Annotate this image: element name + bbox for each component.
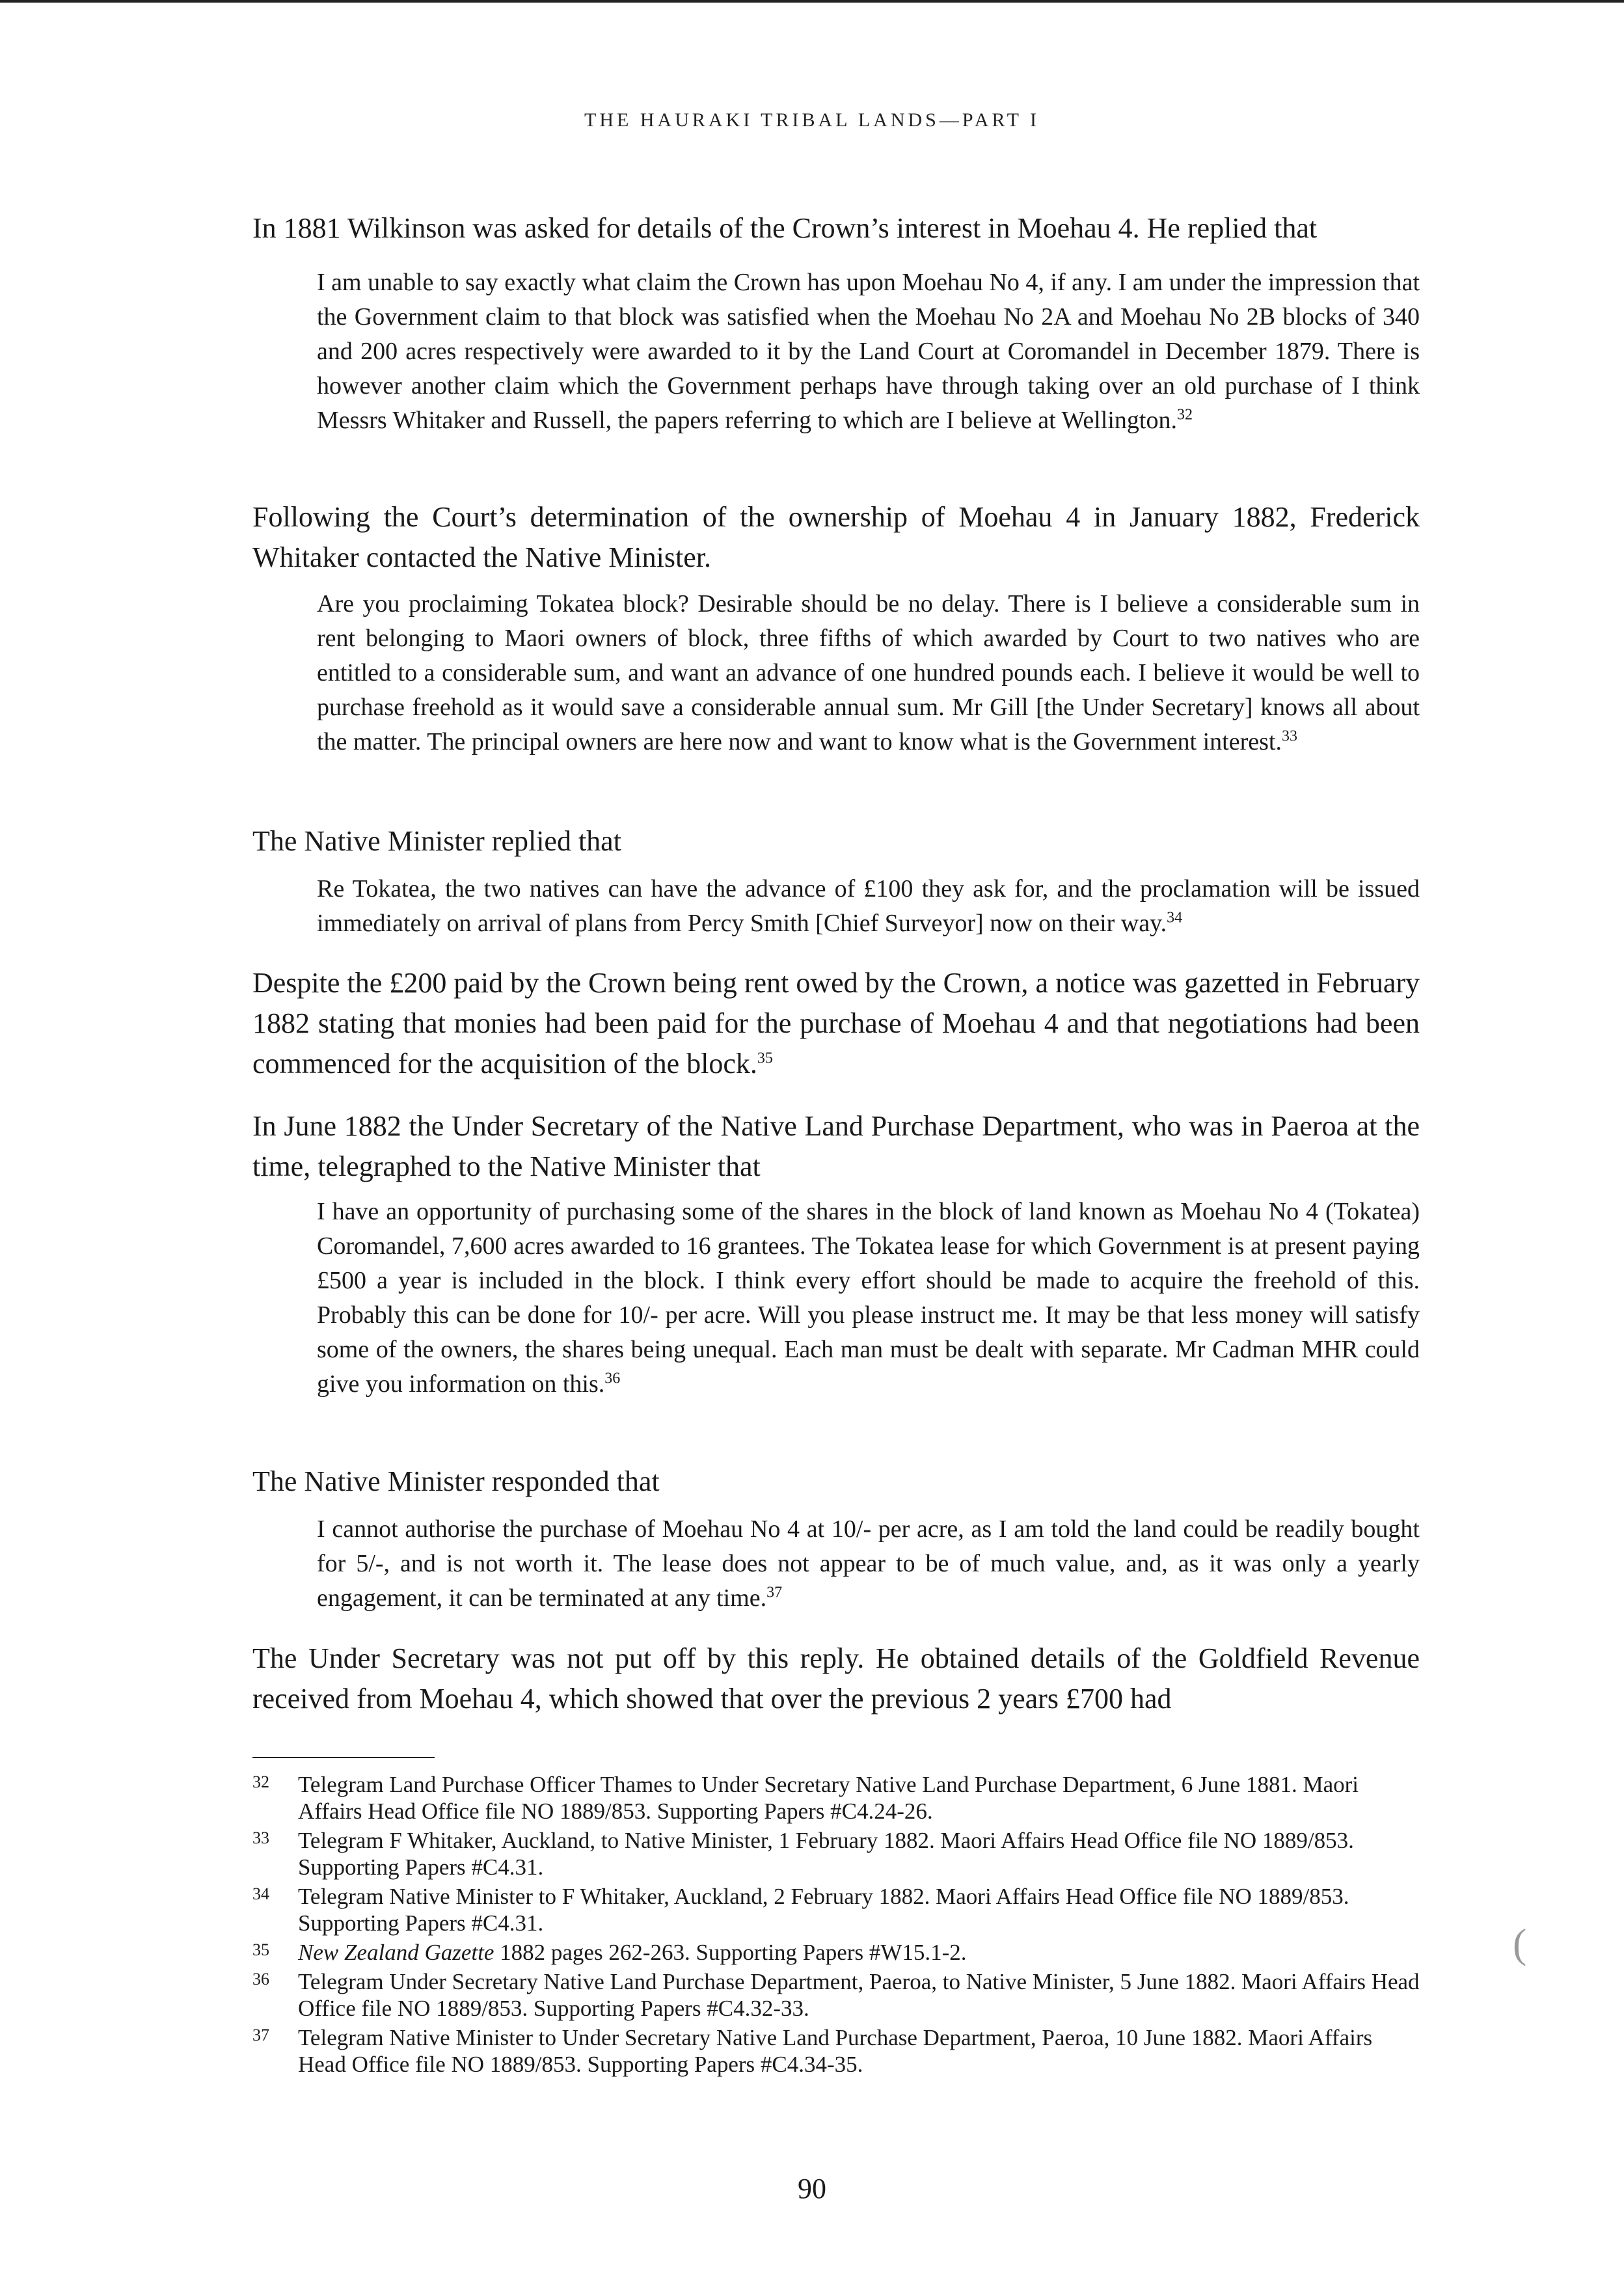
footnotes-list [252,1771,1420,2080]
footnote [252,1968,1420,2022]
footnote [252,1827,1420,1880]
footnote-ref: 35 [757,1050,773,1067]
body-paragraph: Despite the £200 paid by the Crown being rent owed by the Crown, a notice was gazetted in February 1882 stating that monies had been paid for the purchase of Moehau 4 and that negotiations had been commenced for the acquisition of the block.$^{35}$ [252,967,1420,1079]
footnote-text: Telegram Native Minister to F Whitaker, Auckland, 2 February 1882. Maori Affairs Head Office file NO 1889/853. Supporting Papers #C4.31. [298,1884,1349,1936]
body-paragraph: The Native Minister responded that [252,1465,660,1497]
margin-bracket-mark: ( [1513,1920,1527,1966]
footnote-number: 34 [252,1884,269,1903]
footnote-text: Telegram Native Minister to Under Secretary Native Land Purchase Department, Paeroa, 10 June 1882. Maori Affairs Head Office file NO 1889/853. Supporting Papers #C4.34-35. [298,2025,1373,2077]
footnote-number: 35 [252,1940,269,1959]
footnote [252,1883,1420,1936]
footnote-text: Telegram Under Secretary Native Land Purchase Department, Paeroa, to Native Minister, 5 June 1882. Maori Affairs Head Office file NO 1889/853. Supporting Papers #C4.32-33. [298,1969,1420,2021]
footnote-text: Telegram Land Purchase Officer Thames to Under Secretary Native Land Purchase Department, 6 June 1881. Maori Affairs Head Office file NO 1889/853. Supporting Papers #C4.24-26. [298,1772,1359,1824]
footnote-number: 37 [252,2026,269,2044]
block-quote: Are you proclaiming Tokatea block? Desirable should be no delay. There is I believe a considerable sum in rent belonging to Maori owners of block, three fifths of which awarded by Court to two natives who are entitled to a considerable sum, and want an advance of one hundred pounds each. I believe it would be well to purchase freehold as it would save a considerable annual sum. Mr Gill [the Under Secretary] knows all about the matter. The principal owners are here now and want to know what is the Government interest.$^{33}$ [317,590,1420,755]
footnote-ref: 32 [1176,406,1193,424]
block-quote: I cannot authorise the purchase of Moehau No 4 at 10/- per acre, as I am told the land could be readily bought for 5/-, and is not worth it. The lease does not appear to be of much value, and, as it was only a yearly engagement, it can be terminated at any time.$^{37}$ [317,1515,1420,1612]
block-quote: Re Tokatea, the two natives can have the advance of £100 they ask for, and the proclamation will be issued immediately on arrival of plans from Percy Smith [Chief Surveyor] now on their way.$^{34}$ [317,875,1420,937]
footnote-number: 33 [252,1828,269,1847]
footnote-text: 1882 pages 262-263. Supporting Papers #W15.1-2. [494,1940,967,1965]
body-paragraph: Following the Court’s determination of the ownership of Moehau 4 in January 1882, Frederick Whitaker contacted the Native Minister. [252,501,1420,573]
page-number: 90 [798,2173,826,2205]
footnote [252,1939,1420,1966]
footnote-ref: 36 [604,1370,621,1387]
body-paragraph: The Under Secretary was not put off by this reply. He obtained details of the Goldfield Revenue received from Moehau 4, which showed that over the previous 2 years £700 had [252,1642,1420,1715]
block-quote: I am unable to say exactly what claim the Crown has upon Moehau No 4, if any. I am under the impression that the Government claim to that block was satisfied when the Moehau No 2A and Moehau No 2B blocks of 340 and 200 acres respectively were awarded to it by the Land Court at Coromandel in December 1879. There is however another claim which the Government perhaps have through taking over an old purchase of I think Messrs Whitaker and Russell, the papers referring to which are I believe at Wellington.$^{32}$ [317,269,1420,434]
top-border-line [0,0,1624,3]
body-paragraph: In 1881 Wilkinson was asked for details of the Crown’s interest in Moehau 4. He replied that [252,212,1318,244]
footnote-ref: 33 [1281,727,1297,745]
footnote-separator [252,1757,435,1758]
footnote [252,2024,1420,2078]
footnote-text: Telegram F Whitaker, Auckland, to Native Minister, 1 February 1882. Maori Affairs Head Office file NO 1889/853. Supporting Papers #C4.31. [298,1828,1354,1880]
footnote-italic-title: New Zealand Gazette [298,1940,494,1965]
running-head: THE HAURAKI TRIBAL LANDS—PART I [584,109,1040,131]
body-paragraph: In June 1882 the Under Secretary of the Native Land Purchase Department, who was in Paeroa at the time, telegraphed to the Native Minister that [252,1110,1420,1182]
footnote-number: 32 [252,1772,269,1791]
footnote-ref: 37 [766,1584,783,1601]
footnote [252,1771,1420,1825]
body-paragraph: The Native Minister replied that [252,825,621,857]
block-quote: I have an opportunity of purchasing some of the shares in the block of land known as Moehau No 4 (Tokatea) Coromandel, 7,600 acres awarded to 16 grantees. The Tokatea lease for which Government is at present paying £500 a year is included in the block. I think every effort should be made to acquire the freehold of this. Probably this can be done for 10/- per acre. Will you please instruct me. It may be that less money will satisfy some of the owners, the shares being unequal. Each man must be dealt with separate. Mr Cadman MHR could give you information on this.$^{36}$ [317,1198,1420,1398]
footnote-number: 36 [252,1970,269,1988]
footnote-ref: 34 [1167,909,1183,927]
